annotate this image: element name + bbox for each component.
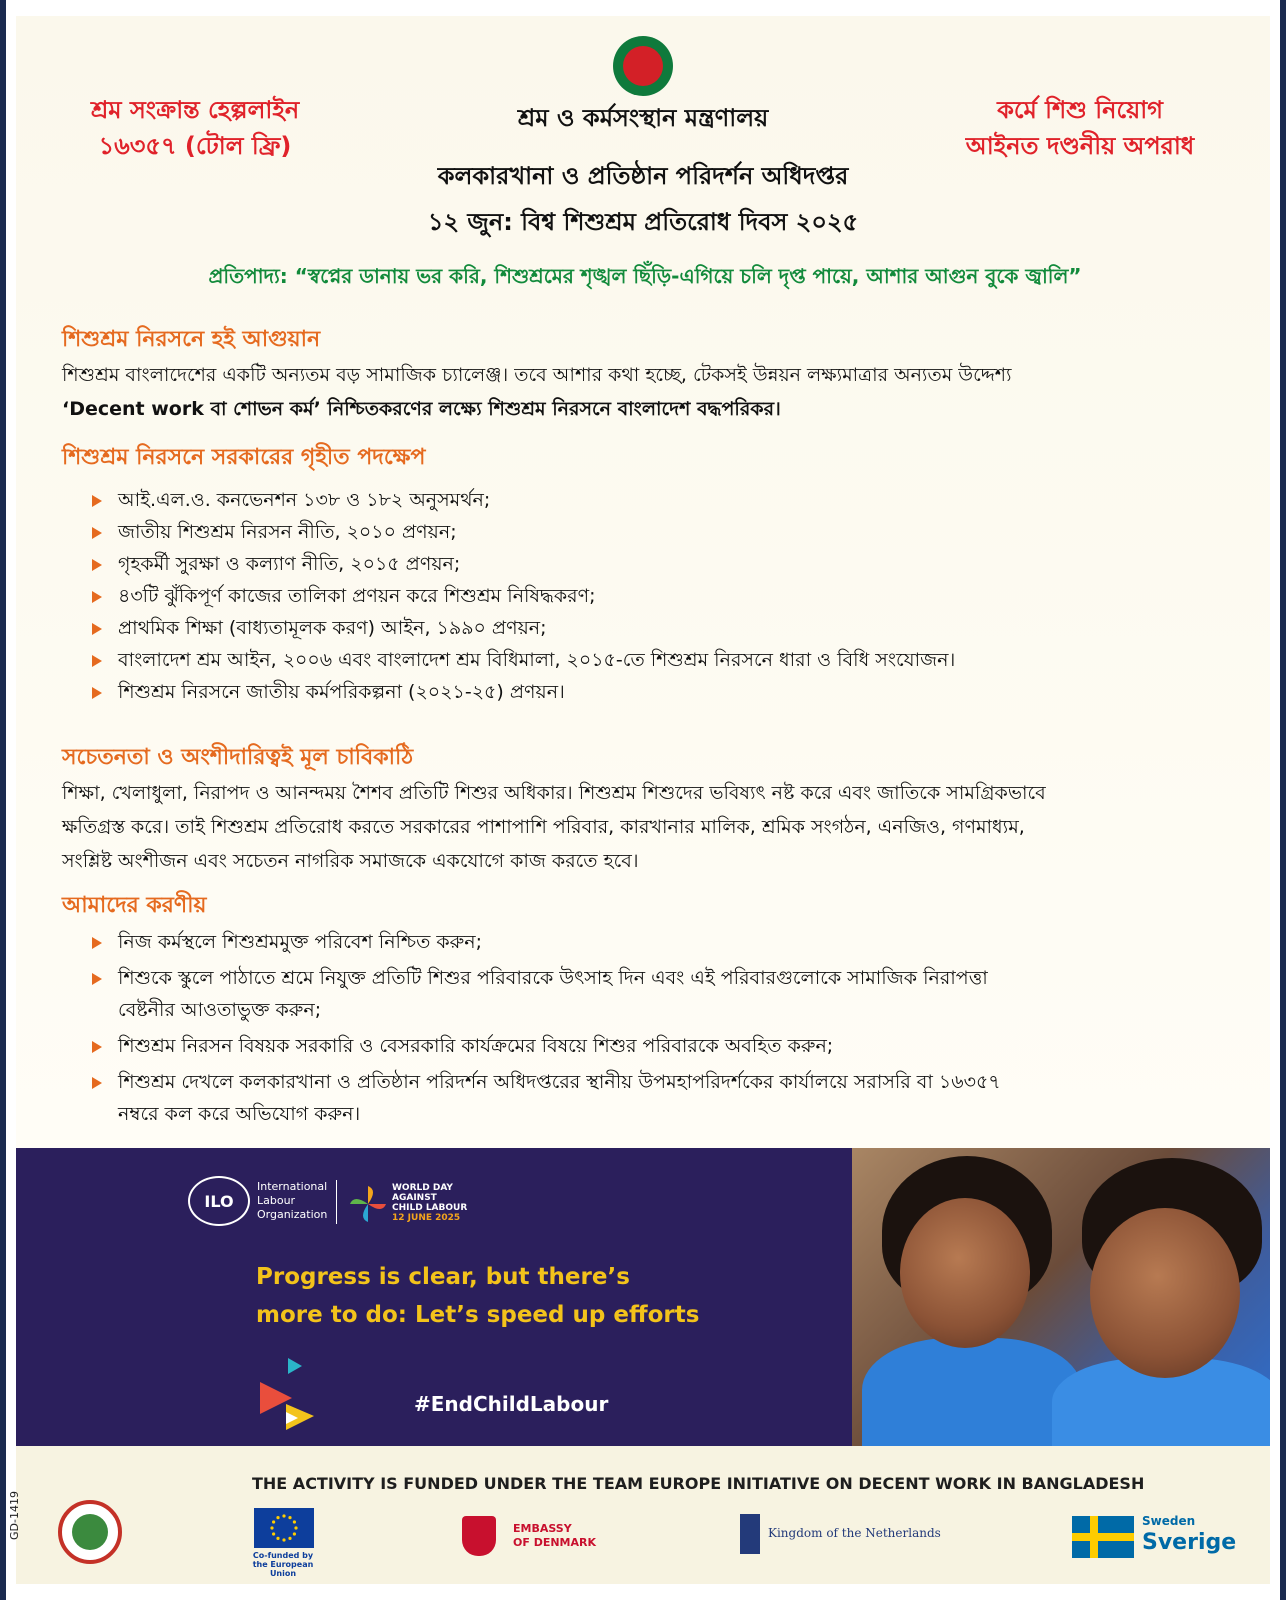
hashtag-text: #EndChildLabour: [414, 1392, 609, 1416]
ministry-title: শ্রম ও কর্মসংস্থান মন্ত্রণালয়: [517, 104, 769, 132]
denmark-crest-icon: [462, 1516, 496, 1556]
campaign-slogan: Progress is clear, but there’s more to do: Let’s speed up efforts: [256, 1264, 700, 1328]
bullet-icon: [92, 687, 102, 699]
our-duties-list: [90, 926, 1230, 1130]
government-seal-icon: [613, 36, 673, 96]
bullet-icon: [92, 655, 102, 667]
day-title: ১২ জুন: বিশ্ব শিশুশ্রম প্রতিরোধ দিবস ২০২৫: [427, 208, 859, 236]
bullet-icon: [92, 1077, 102, 1089]
list-item: শিশুশ্রম দেখলে কলকারখানা ও প্রতিষ্ঠান পরিদর্শন অধিদপ্তরের স্থানীয় উপমহাপরিদর্শকের কার্যালয়ে সরাসরি বা ১৬৩৫৭ নম্বরে কল করে অভিযোগ করুন।: [90, 1066, 1230, 1130]
section1-paragraph: [62, 358, 1228, 426]
list-item: শিশুশ্রম নিরসনে জাতীয় কর্মপরিকল্পনা (২০২১-২৫) প্রণয়ন।: [90, 676, 1230, 708]
list-item: নিজ কর্মস্থলে শিশুশ্রমমুক্ত পরিবেশ নিশ্চিত করুন;: [90, 926, 1230, 958]
netherlands-label: Kingdom of the Netherlands: [768, 1526, 941, 1540]
department-title: কলকারখানা ও প্রতিষ্ঠান পরিদর্শন অধিদপ্তর: [437, 162, 849, 190]
logo-divider: [336, 1180, 337, 1224]
section4-heading: আমাদের করণীয়: [62, 893, 207, 918]
funding-note: THE ACTIVITY IS FUNDED UNDER THE TEAM EUROPE INITIATIVE ON DECENT WORK IN BANGLADESH: [252, 1474, 1145, 1493]
helpline-number: ১৬৩৫৭ (টোল ফ্রি): [98, 132, 292, 160]
section1-line: ‘Decent work বা শোভন কর্ম’ নিশ্চিতকরণের লক্ষ্যে শিশুশ্রম নিরসনে বাংলাদেশ বদ্ধপরিকর।: [62, 398, 781, 420]
eu-flag-icon: [254, 1508, 314, 1548]
bullet-icon: [92, 973, 102, 985]
world-day-label: WORLD DAY AGAINST CHILD LABOUR 12 JUNE 2025: [392, 1183, 468, 1223]
children-photo: [852, 1148, 1270, 1446]
pinwheel-icon: [348, 1184, 388, 1224]
sweden-flag-icon: [1072, 1516, 1134, 1558]
theme-line: প্রতিপাদ্য: “স্বপ্নের ডানায় ভর করি, শিশুশ্রমের শৃঙ্খল ছিঁড়ি-এগিয়ে চলি দৃপ্ত পায়ে, আশার আগুন বুকে জ্বালি”: [208, 264, 1082, 288]
section1-heading: শিশুশ্রম নিরসনে হই আগুয়ান: [62, 327, 321, 352]
section3-paragraph: [62, 776, 1228, 878]
play-shapes-icon: [258, 1356, 318, 1432]
helpline-title: শ্রম সংক্রান্ত হেল্পলাইন: [90, 96, 300, 124]
netherlands-crest-icon: [740, 1514, 760, 1554]
ilo-name: International Labour Organization: [257, 1180, 328, 1221]
list-item: বাংলাদেশ শ্রম আইন, ২০০৬ এবং বাংলাদেশ শ্রম বিধিমালা, ২০১৫-তে শিশুশ্রম নিরসনে ধারা ও বিধি সংযোজন।: [90, 644, 1230, 676]
list-item: গৃহকর্মী সুরক্ষা ও কল্যাণ নীতি, ২০১৫ প্রণয়ন;: [90, 548, 1230, 580]
sweden-label: Sweden: [1142, 1514, 1196, 1528]
footer: [16, 1446, 1270, 1584]
government-steps-list: [90, 484, 1230, 708]
list-item: শিশুকে স্কুলে পাঠাতে শ্রমে নিযুক্ত প্রতিটি শিশুর পরিবারকে উৎসাহ দিন এবং এই পরিবারগুলোকে সামাজিক নিরাপত্তা বেষ্টনীর আওতাভুক্ত করুন;: [90, 962, 1230, 1026]
section2-heading: শিশুশ্রম নিরসনে সরকারের গৃহীত পদক্ষেপ: [62, 445, 426, 470]
list-item: আই.এল.ও. কনভেনশন ১৩৮ ও ১৮২ অনুসমর্থন;: [90, 484, 1230, 516]
bullet-icon: [92, 591, 102, 603]
bullet-icon: [92, 559, 102, 571]
warning-line-2: আইনত দণ্ডনীয় অপরাধ: [965, 132, 1195, 160]
section1-line: শিশুশ্রম বাংলাদেশের একটি অন্যতম বড় সামাজিক চ্যালেঞ্জ। তবে আশার কথা হচ্ছে, টেকসই উন্নয়ন লক্ষ্যমাত্রার অন্যতম উদ্দেশ্য: [62, 364, 1012, 386]
section3-line: সংশ্লিষ্ট অংশীজন এবং সচেতন নাগরিক সমাজকে একযোগে কাজ করতে হবে।: [62, 850, 639, 872]
department-seal-icon: [58, 1500, 122, 1564]
section3-heading: সচেতনতা ও অংশীদারিত্বই মূল চাবিকাঠি: [62, 745, 414, 770]
bullet-icon: [92, 495, 102, 507]
bullet-icon: [92, 527, 102, 539]
bullet-icon: [92, 1041, 102, 1053]
denmark-embassy: EMBASSY OF DENMARK: [513, 1522, 596, 1549]
list-item: প্রাথমিক শিক্ষা (বাধ্যতামূলক করণ) আইন, ১৯৯০ প্রণয়ন;: [90, 612, 1230, 644]
sverige-label: Sverige: [1142, 1530, 1237, 1555]
list-item: শিশুশ্রম নিরসন বিষয়ক সরকারি ও বেসরকারি কার্যক্রমের বিষয়ে শিশুর পরিবারকে অবহিত করুন;: [90, 1030, 1230, 1062]
list-item: জাতীয় শিশুশ্রম নিরসন নীতি, ২০১০ প্রণয়ন;: [90, 516, 1230, 548]
ilo-logo-icon: ILO: [188, 1176, 250, 1226]
helpline-note: [60, 92, 330, 164]
list-item: ৪৩টি ঝুঁকিপূর্ণ কাজের তালিকা প্রণয়ন করে শিশুশ্রম নিষিদ্ধকরণ;: [90, 580, 1230, 612]
warning-line-1: কর্মে শিশু নিয়োগ: [997, 96, 1163, 124]
bullet-icon: [92, 937, 102, 949]
eu-caption: Co-funded by the European Union: [252, 1551, 314, 1578]
section3-line: শিক্ষা, খেলাধুলা, নিরাপদ ও আনন্দময় শৈশব প্রতিটি শিশুর অধিকার। শিশুশ্রম শিশুদের ভবিষ্যৎ নষ্ট করে এবং জাতিকে সামগ্রিকভাবে: [62, 782, 1046, 804]
bullet-icon: [92, 623, 102, 635]
gd-code: GD-1419: [8, 1491, 21, 1540]
section3-line: ক্ষতিগ্রস্ত করে। তাই শিশুশ্রম প্রতিরোধ করতে সরকারের পাশাপাশি পরিবার, কারখানার মালিক, শ্রমিক সংগঠন, এনজিও, গণমাধ্যম,: [62, 816, 1025, 838]
